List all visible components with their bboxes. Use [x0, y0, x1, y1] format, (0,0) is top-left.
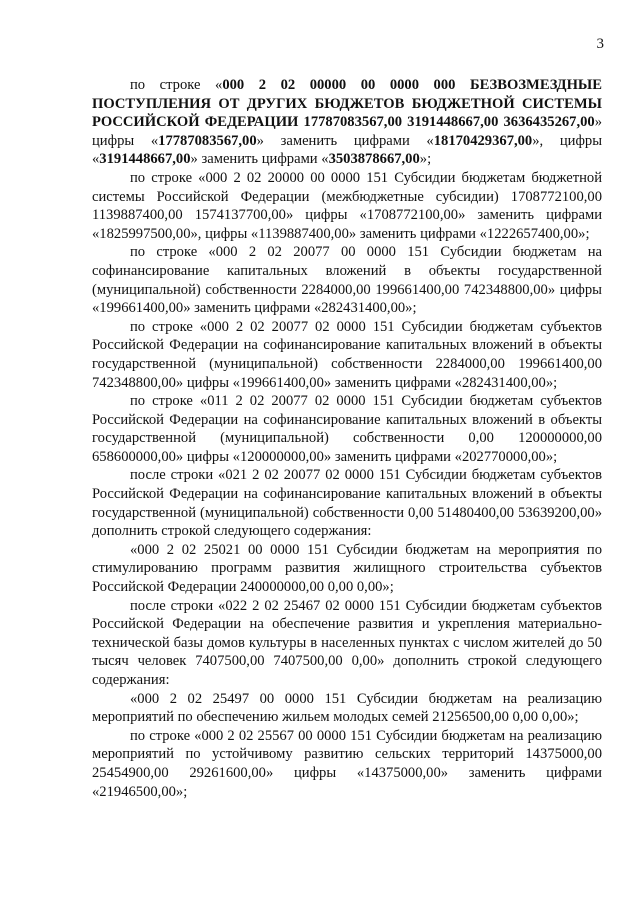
paragraph-p2 [92, 169, 602, 243]
paragraph-p4 [92, 318, 602, 392]
text-segment: по строке «000 2 02 20000 00 0000 151 Субсидии бюджетам бюджетной системы Российской Федерации (межбюджетные субсидии) 1708772100,00 1139887400,00 1574137700,00» цифры «1708772100,00» заменить цифрами «1825997500,00», цифры «1139887400,00» заменить цифрами «1222657400,00»; [92, 169, 602, 242]
text-segment: по строке «011 2 02 20077 02 0000 151 Субсидии бюджетам субъектов Российской Федерации на софинансирование капитальных вложений в объекты государственной (муниципальной) собственности 0,00 120000000,00 658600000,00» цифры «120000000,00» заменить цифрами «202770000,00»; [92, 393, 602, 465]
paragraph-p7 [92, 541, 602, 597]
paragraph-p6 [92, 466, 602, 540]
paragraph-p10 [92, 727, 602, 801]
text-segment: » заменить цифрами « [256, 132, 434, 149]
paragraph-p1 [92, 76, 602, 169]
text-segment: «000 2 02 25497 00 0000 151 Субсидии бюджетам на реализацию мероприятий по обеспечению жильем молодых семей 21256500,00 0,00 0,00»; [92, 690, 602, 726]
text-segment: «000 2 02 25021 00 0000 151 Субсидии бюджетам на мероприятия по стимулированию программ развития жилищного строительства субъектов Российской Федерации 240000000,00 0,00 0,00»; [92, 541, 602, 596]
document-body [92, 76, 602, 801]
paragraph-p9 [92, 690, 602, 727]
paragraph-p8 [92, 597, 602, 690]
text-segment: по строке «000 2 02 25567 00 0000 151 Субсидии бюджетам на реализацию мероприятий по устойчивому развитию сельских территорий 14375000,00 25454900,00 29261600,00» цифры «14375000,00» заменить цифрами «21946500,00»; [92, 727, 602, 800]
bold-text-segment: 17787083567,00 [158, 132, 257, 149]
text-segment: после строки «022 2 02 25467 02 0000 151 Субсидии бюджетам субъектов Российской Федерации на обеспечение развития и укрепления материально-технической базы домов культуры в населенных пунктах с числом жителей до 50 тысяч человек 7407500,00 7407500,00 0,00» дополнить строкой следующего содержания: [92, 597, 602, 688]
paragraph-p5 [92, 392, 602, 466]
text-segment: по строке «000 2 02 20077 00 0000 151 Субсидии бюджетам на софинансирование капитальных вложений в объекты государственной (муниципальной) собственности 2284000,00 199661400,00 742348800,00» цифры «199661400,00» заменить цифрами «282431400,00»; [92, 244, 602, 317]
text-segment: » заменить цифрами « [190, 151, 329, 168]
text-segment: », цифры « [92, 132, 603, 168]
text-segment: » цифры « [92, 114, 602, 149]
bold-text-segment: 3191448667,00 [99, 151, 191, 168]
page-number: 3 [596, 36, 604, 52]
paragraph-p3 [92, 243, 602, 317]
text-segment: по строке «000 2 02 20077 02 0000 151 Субсидии бюджетам субъектов Российской Федерации на софинансирование капитальных вложений в объекты государственной (муниципальной) собственности 2284000,00 199661400,00 742348800,00» цифры «199661400,00» заменить цифрами «282431400,00»; [92, 318, 602, 391]
bold-text-segment: 3503878667,00 [328, 151, 420, 168]
text-segment: »; [419, 151, 432, 168]
text-segment: по строке « [130, 77, 223, 93]
bold-text-segment: 000 2 02 00000 00 0000 000 БЕЗВОЗМЕЗДНЫЕ ПОСТУПЛЕНИЯ ОТ ДРУГИХ БЮДЖЕТОВ БЮДЖЕТНОЙ СИСТЕМЫ РОССИЙСКОЙ ФЕДЕРАЦИИ 17787083567,00 3191448667,00 3636435267,00 [92, 77, 602, 131]
text-segment: после строки «021 2 02 20077 02 0000 151 Субсидии бюджетам субъектов Российской Федерации на софинансирование капитальных вложений в объекты государственной (муниципальной) собственности 0,00 51480400,00 53639200,00» дополнить строкой следующего содержания: [92, 467, 602, 540]
bold-text-segment: 18170429367,00 [433, 132, 533, 149]
